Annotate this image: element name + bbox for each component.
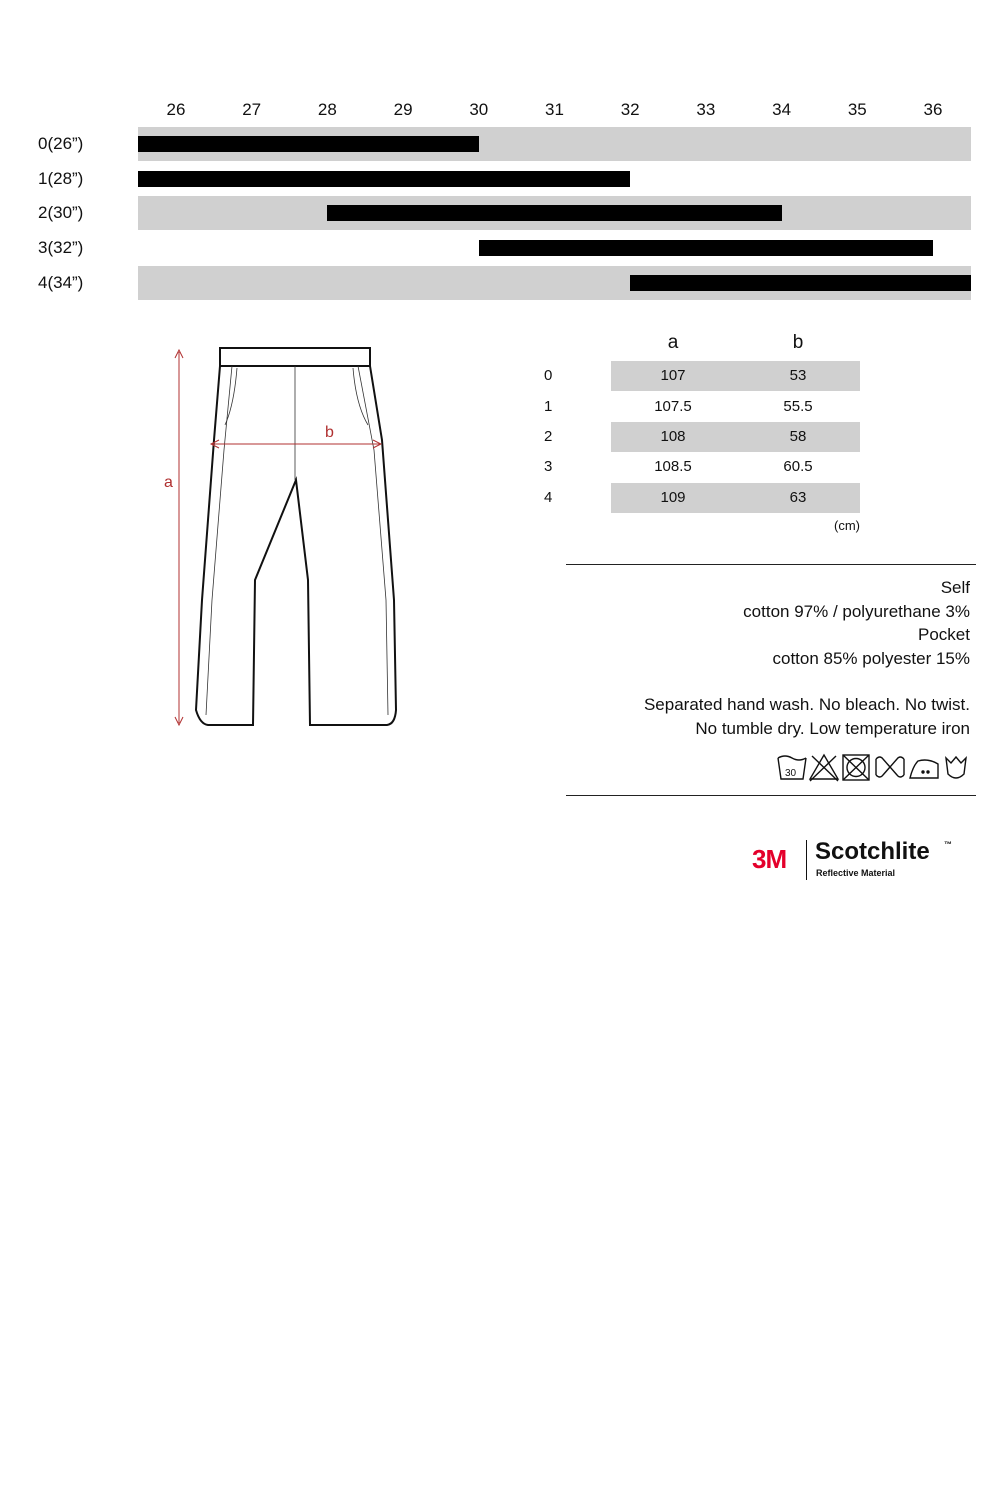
size-cell: 1 bbox=[544, 398, 553, 415]
size-range-row bbox=[138, 231, 971, 265]
axis-tick-label: 29 bbox=[393, 100, 413, 119]
axis-tick-label: 28 bbox=[317, 100, 337, 119]
wash-temp-label: 30 bbox=[785, 768, 797, 779]
divider-bottom bbox=[566, 795, 976, 796]
axis-tick-label: 35 bbox=[847, 100, 867, 119]
size-range-chart bbox=[0, 0, 1000, 310]
size-range-label: 4(34”) bbox=[38, 272, 84, 292]
size-range-label: 2(30”) bbox=[38, 203, 84, 223]
table-row bbox=[530, 392, 870, 422]
no-tumble-dry-icon bbox=[843, 755, 869, 780]
size-range-bar bbox=[327, 205, 781, 221]
pocket-value: cotton 85% polyester 15% bbox=[772, 648, 970, 668]
logo-name: Scotchlite bbox=[815, 838, 930, 865]
care-text-line2: No tumble dry. Low temperature iron bbox=[695, 718, 970, 738]
logo-separator bbox=[806, 840, 807, 880]
axis-tick-label: 27 bbox=[242, 100, 262, 119]
b-cell: 53 bbox=[789, 367, 807, 384]
logo-subtitle: Reflective Material bbox=[816, 868, 896, 878]
size-range-bar bbox=[138, 136, 479, 152]
composition-block bbox=[566, 576, 970, 740]
size-range-bar bbox=[138, 171, 630, 187]
axis-tick-label: 34 bbox=[772, 100, 792, 119]
size-range-label: 0(26”) bbox=[38, 134, 84, 153]
a-cell: 107 bbox=[660, 367, 686, 384]
axis-tick-label: 33 bbox=[696, 100, 716, 119]
measurement-table bbox=[530, 330, 870, 540]
self-value: cotton 97% / polyurethane 3% bbox=[743, 601, 970, 621]
self-label: Self bbox=[940, 578, 970, 597]
b-cell: 63 bbox=[789, 489, 807, 506]
column-header-a: a bbox=[667, 332, 679, 353]
axis-tick-label: 36 bbox=[923, 100, 943, 119]
pants-diagram bbox=[150, 340, 410, 740]
outseam-right bbox=[358, 366, 388, 715]
a-cell: 108.5 bbox=[654, 458, 692, 475]
scotchlite-logo bbox=[752, 838, 972, 882]
size-range-row bbox=[138, 266, 971, 300]
axis-tick-label: 32 bbox=[620, 100, 640, 119]
pocket-right bbox=[353, 368, 368, 425]
divider-top bbox=[566, 564, 976, 565]
brand-3m: 3M bbox=[752, 844, 787, 874]
b-cell: 58 bbox=[789, 428, 807, 445]
axis-tick-label: 31 bbox=[545, 100, 564, 119]
size-cell: 4 bbox=[544, 489, 553, 506]
column-header-b: b bbox=[792, 332, 804, 353]
size-cell: 2 bbox=[544, 428, 553, 445]
table-row bbox=[530, 452, 870, 482]
size-cell: 3 bbox=[544, 458, 553, 475]
hand-wash-icon bbox=[946, 757, 966, 778]
b-cell: 60.5 bbox=[783, 458, 813, 475]
size-range-row bbox=[138, 127, 971, 161]
no-wring-icon bbox=[876, 757, 904, 777]
size-range-bar bbox=[479, 240, 933, 256]
no-bleach-icon bbox=[810, 755, 838, 781]
care-text-line1: Separated hand wash. No bleach. No twist. bbox=[643, 695, 970, 714]
b-cell: 55.5 bbox=[783, 398, 813, 415]
logo-trademark: ™ bbox=[944, 840, 952, 849]
unit-label: (cm) bbox=[834, 518, 860, 533]
measure-a-label: a bbox=[164, 474, 173, 491]
axis-tick-label: 30 bbox=[469, 100, 489, 119]
table-row bbox=[530, 422, 870, 452]
size-range-label: 1(28”) bbox=[38, 168, 84, 188]
axis-tick-label: 26 bbox=[166, 100, 186, 119]
size-cell: 0 bbox=[544, 367, 553, 384]
pocket-label: Pocket bbox=[918, 625, 970, 644]
size-range-bar bbox=[630, 275, 971, 291]
a-cell: 109 bbox=[660, 489, 686, 506]
size-range-row bbox=[138, 162, 971, 196]
pants-outline bbox=[196, 366, 396, 725]
waistband bbox=[220, 348, 370, 366]
wash-30-icon bbox=[778, 756, 806, 779]
outseam-left bbox=[206, 366, 232, 715]
low-iron-icon bbox=[910, 760, 938, 778]
a-cell: 108 bbox=[660, 428, 686, 445]
table-row bbox=[530, 361, 870, 391]
table-row bbox=[530, 483, 870, 513]
measure-b-label: b bbox=[325, 424, 334, 441]
size-range-row bbox=[138, 196, 971, 230]
a-cell: 107.5 bbox=[654, 398, 692, 415]
size-range-label: 3(32”) bbox=[38, 238, 84, 258]
care-icons bbox=[776, 752, 970, 782]
